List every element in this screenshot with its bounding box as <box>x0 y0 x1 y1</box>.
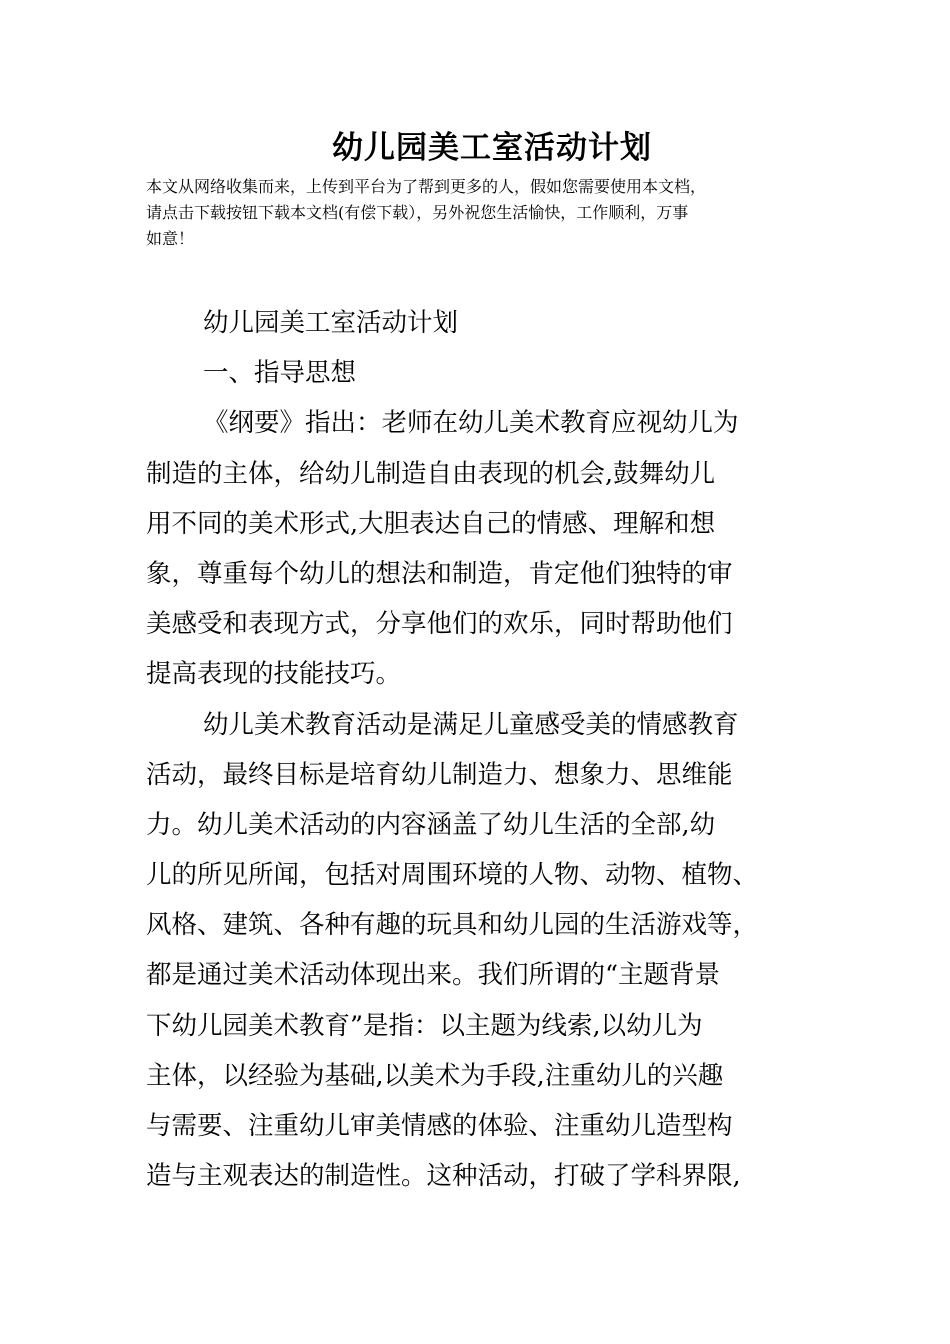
paragraph-line: 活动，最终目标是培育幼儿制造力、想象力、思维能 <box>146 759 733 790</box>
paragraph-line: 儿的所见所闻，包括对周围环境的人物、动物、植物、 <box>146 860 759 891</box>
paragraph-line: 用不同的美术形式,大胆表达自己的情感、理解和想 <box>146 508 716 539</box>
paragraph-line: 造与主观表达的制造性。这种活动，打破了学科界限, <box>146 1161 741 1192</box>
notice-line: 请点击下载按钮下载本文档(有偿下载），另外祝您生活愉快，工作顺利，万事 <box>146 203 689 222</box>
notice-line: 本文从网络收集而来，上传到平台为了帮到更多的人，假如您需要使用本文档， <box>146 177 707 196</box>
paragraph-line: 与需要、注重幼儿审美情感的体验、注重幼儿造型构 <box>146 1111 733 1141</box>
paragraph-line: 下幼儿园美术教育”是指：以主题为线索,以幼儿为 <box>146 1010 703 1041</box>
paragraph-line: 美感受和表现方式，分享他们的欢乐，同时帮助他们 <box>146 609 733 640</box>
download-notice <box>146 174 810 252</box>
paragraph-line: 提高表现的技能技巧。 <box>146 659 402 690</box>
paragraph-line: 都是通过美术活动体现出来。我们所谓的“主题背景 <box>146 960 721 991</box>
paragraph-line: 制造的主体，给幼儿制造自由表现的机会,鼓舞幼儿 <box>146 458 716 489</box>
paragraph-line: 力。幼儿美术活动的内容涵盖了幼儿生活的全部,幼 <box>146 809 716 840</box>
paragraph-line: 幼儿美术教育活动是满足儿童感受美的情感教育 <box>203 709 739 740</box>
document-body <box>146 298 836 1201</box>
paragraph-line: 《纲要》指出：老师在幼儿美术教育应视幼儿为 <box>203 408 739 439</box>
paragraph-line: 主体，以经验为基础,以美术为手段,注重幼儿的兴趣 <box>146 1060 724 1091</box>
paragraph-line: 象，尊重每个幼儿的想法和制造，肯定他们独特的审 <box>146 558 733 589</box>
document-title: 幼儿园美工室活动计划 <box>332 130 652 166</box>
paragraph-line: 风格、建筑、各种有趣的玩具和幼儿园的生活游戏等， <box>146 910 759 941</box>
notice-line: 如意！ <box>146 229 195 248</box>
section-heading: 一、指导思想 <box>203 358 357 389</box>
body-heading: 幼儿园美工室活动计划 <box>203 308 459 338</box>
